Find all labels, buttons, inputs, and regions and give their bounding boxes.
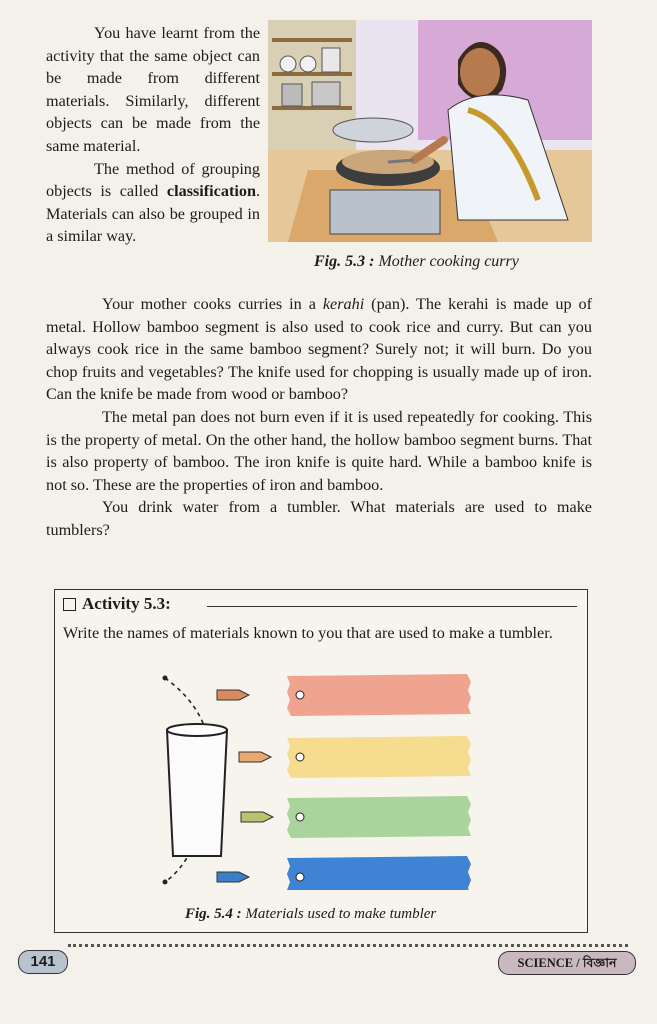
- activity-rule: [207, 606, 577, 607]
- paragraph-properties: The metal pan does not burn even if it is used repeatedly for cooking. This is the property of metal. On the other hand, the hollow bamboo segment burns. That is also property of bamboo. The iron knife is quite hard. While a bamboo knife is not so. These are the properties of iron and bamboo.: [46, 407, 592, 494]
- paragraph-kerahi: [46, 293, 592, 406]
- fig-5-4-label: Fig. 5.4 :: [185, 906, 242, 922]
- fig-5-4-title: Materials used to make tumbler: [245, 906, 437, 922]
- bullet-icon: [296, 753, 304, 761]
- tumbler-icon: [167, 730, 227, 856]
- kerahi-term: kerahi: [322, 295, 365, 313]
- bullet-icon: [296, 813, 304, 821]
- tumbler-materials-illustration: [155, 670, 495, 890]
- pencil-icon: [239, 752, 271, 762]
- pencil-icon: [217, 872, 249, 882]
- fig-5-3-caption: [314, 253, 519, 271]
- footer-dotted-rule: [68, 944, 628, 947]
- activity-heading: [63, 594, 171, 614]
- fig-5-4-caption: [185, 906, 436, 923]
- bullet-icon: [296, 873, 304, 881]
- intro-p2-text: The method of grouping objects is called: [46, 159, 260, 201]
- activity-box: [54, 589, 588, 933]
- activity-title: Activity 5.3:: [82, 594, 171, 613]
- pencil-icon: [217, 690, 249, 700]
- subject-badge: SCIENCE / বিজ্ঞান: [498, 951, 636, 975]
- activity-instruction: Write the names of materials known to you that are used to make a tumbler.: [63, 624, 553, 642]
- answer-strip[interactable]: [287, 736, 471, 778]
- pencil-icon: [241, 812, 273, 822]
- intro-p2-text-end: . Materials can also be grouped in a similar way.: [46, 182, 260, 246]
- checkbox-icon: [63, 598, 76, 611]
- classification-term: classification: [166, 182, 256, 201]
- answer-strip[interactable]: [287, 856, 471, 890]
- answer-strip[interactable]: [287, 674, 471, 716]
- paragraph-kerahi-start: Your mother cooks curries in a: [102, 295, 323, 313]
- paragraph-tumbler: You drink water from a tumbler. What materials are used to make tumblers?: [46, 498, 592, 539]
- intro-paragraph-2: [46, 158, 260, 248]
- main-text: [46, 293, 592, 542]
- page-number: 141: [18, 950, 68, 974]
- answer-strip[interactable]: [287, 796, 471, 838]
- mother-cooking-illustration: [268, 20, 592, 242]
- intro-paragraph-1: You have learnt from the activity that the same object can be made from different materials. Similarly, different objects can be made from the same material.: [46, 24, 260, 155]
- intro-text: [46, 22, 260, 248]
- fig-5-3-title: Mother cooking curry: [378, 253, 519, 270]
- fig-5-3-label: Fig. 5.3 :: [314, 253, 375, 270]
- paragraph-kerahi-end: (pan). The kerahi is made up of metal. Hollow bamboo segment is also used to cook rice and curry. But can you always cook rice in the same bamboo segment? Surely not; it will burn. Do you chop fruits and vegetables? The knife used for chopping is usually made up of iron. Can the knife be made from wood or bamboo?: [46, 295, 592, 404]
- bullet-icon: [296, 691, 304, 699]
